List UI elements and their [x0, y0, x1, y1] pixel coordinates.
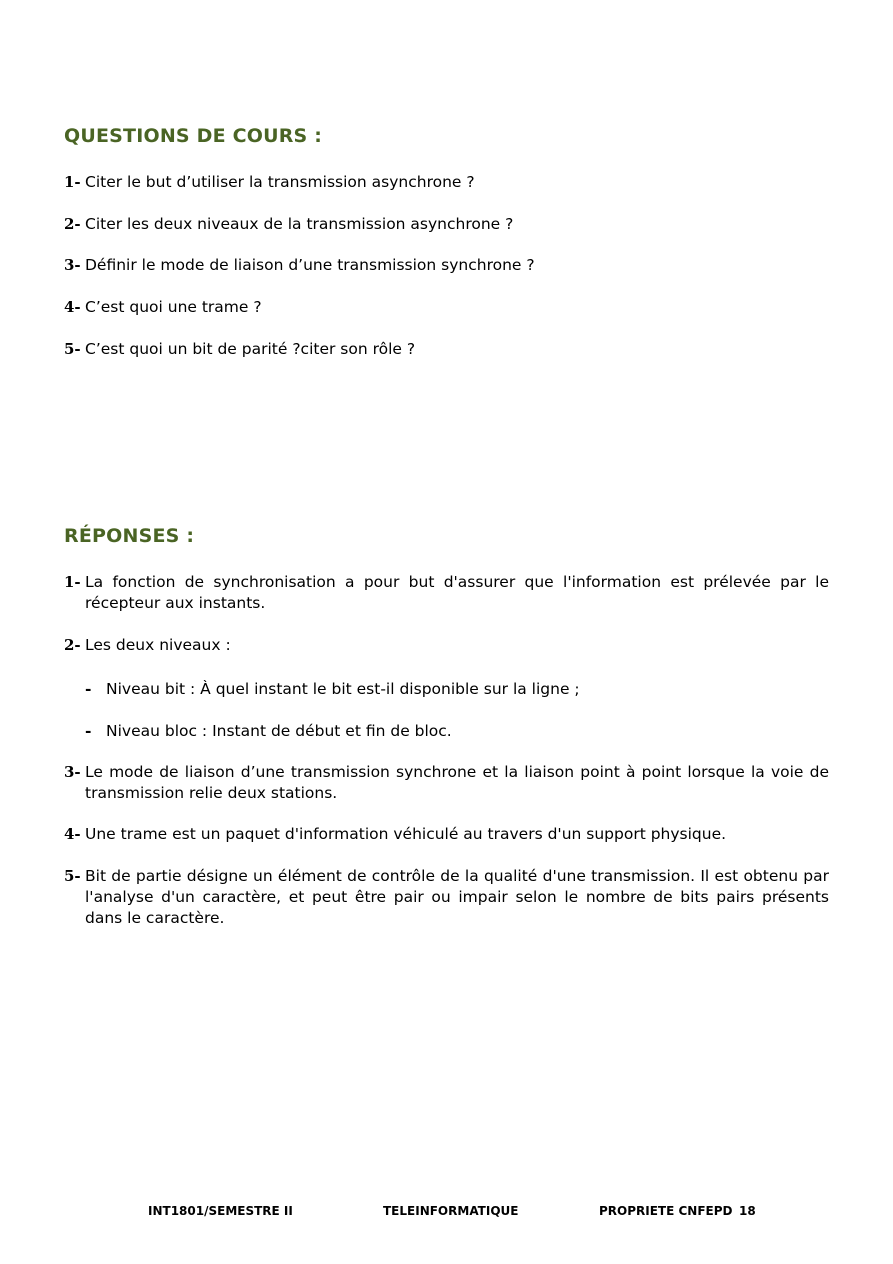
question-5 — [64, 339, 415, 360]
answer-text: La fonction de synchronisation a pour but d'assurer que l'information est prélevée par le récepteur aux instants. — [85, 573, 829, 612]
footer-subject: TELEINFORMATIQUE — [383, 1204, 519, 1218]
answer-number: 5- — [64, 867, 81, 885]
answer-number: 4- — [64, 825, 81, 843]
answer-number: 3- — [64, 763, 81, 781]
question-text: Définir le mode de liaison d’une transmission synchrone ? — [85, 256, 535, 274]
answer-text: Le mode de liaison d’une transmission synchrone et la liaison point à point lorsque la voie de transmission relie deux stations. — [85, 763, 829, 802]
answer-text: Une trame est un paquet d'information véhiculé au travers d'un support physique. — [85, 825, 727, 843]
question-1 — [64, 172, 475, 193]
question-number: 2- — [64, 215, 81, 233]
footer-page-number: 18 — [739, 1204, 756, 1218]
bullet-text: Niveau bloc : Instant de début et fin de bloc. — [106, 722, 452, 740]
question-number: 3- — [64, 256, 81, 274]
question-text: C’est quoi une trame ? — [85, 298, 262, 316]
answer-5 — [64, 866, 829, 929]
answer-2-bullet-1 — [85, 678, 580, 700]
answer-number: 2- — [64, 636, 81, 654]
answer-4 — [64, 824, 829, 845]
questions-heading: QUESTIONS DE COURS : — [64, 125, 323, 147]
footer-owner: PROPRIETE CNFEPD — [599, 1204, 733, 1218]
answer-1 — [64, 572, 829, 614]
question-text: Citer les deux niveaux de la transmission asynchrone ? — [85, 215, 514, 233]
bullet-dash: - — [85, 721, 92, 740]
answer-text: Bit de partie désigne un élément de contrôle de la qualité d'une transmission. Il est obtenu par l'analyse d'un caractère, et peut être pair ou impair selon le nombre de bits pairs présents dans le caractère. — [85, 867, 829, 927]
question-number: 4- — [64, 298, 81, 316]
question-number: 1- — [64, 173, 81, 191]
answers-heading: RÉPONSES : — [64, 525, 195, 547]
question-2 — [64, 214, 513, 235]
question-3 — [64, 255, 535, 276]
question-number: 5- — [64, 340, 81, 358]
answer-text: Les deux niveaux : — [85, 636, 231, 654]
footer-course: INT1801/SEMESTRE II — [148, 1204, 293, 1218]
answer-number: 1- — [64, 573, 81, 591]
bullet-dash: - — [85, 679, 92, 698]
answer-2 — [64, 635, 829, 656]
bullet-text: Niveau bit : À quel instant le bit est-il disponible sur la ligne ; — [106, 680, 580, 698]
question-text: C’est quoi un bit de parité ?citer son rôle ? — [85, 340, 416, 358]
question-text: Citer le but d’utiliser la transmission asynchrone ? — [85, 173, 475, 191]
answer-2-bullet-2 — [85, 720, 452, 742]
question-4 — [64, 297, 262, 318]
answer-3 — [64, 762, 829, 804]
